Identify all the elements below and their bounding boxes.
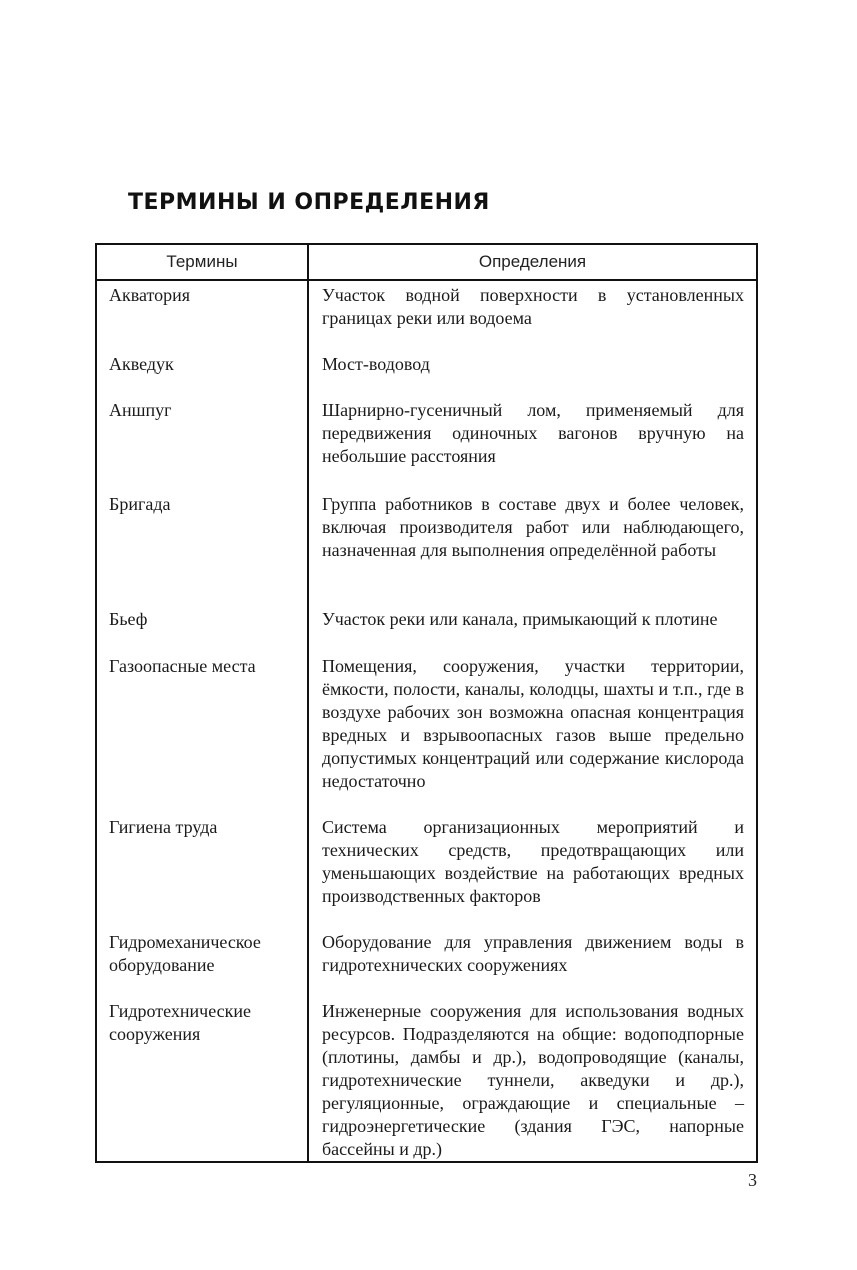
term-cell: Аншпуг <box>96 396 308 490</box>
table-row <box>96 396 757 490</box>
table-row <box>96 350 757 396</box>
definition-cell: Инженерные сооружения для использования водных ресурсов. Подразделяются на общие: водоподпорные (плотины, дамбы и др.), водопроводящие (каналы, гидротехнические туннели, акведуки и др.), регуляционные, ограждающие и специальные – гидроэнергетические (здания ГЭС, напорные бассейны и др.) <box>322 1001 744 1159</box>
page-title: ТЕРМИНЫ И ОПРЕДЕЛЕНИЯ <box>128 190 490 215</box>
definition-cell: Группа работников в составе двух и более человек, включая производителя работ или наблюдающего, назначенная для выполнения определённой работы <box>322 494 744 560</box>
term-cell: Гидромеханическое оборудование <box>96 928 308 997</box>
definition-cell: Система организационных мероприятий и технических средств, предотвращающих или уменьшающих воздействие на работающих вредных производственных факторов <box>322 817 744 906</box>
table-row <box>96 997 757 1162</box>
definition-cell: Шарнирно-гусеничный лом, применяемый для передвижения одиночных вагонов вручную на небольшие расстояния <box>322 400 744 466</box>
table-row <box>96 605 757 652</box>
definition-cell: Мост-водовод <box>322 354 430 374</box>
term-cell: Бьеф <box>96 605 308 652</box>
page-number: 3 <box>748 1170 757 1190</box>
term-cell: Гидротехнические сооружения <box>96 997 308 1162</box>
term-cell: Гигиена труда <box>96 813 308 928</box>
table-row <box>96 490 757 605</box>
definition-cell: Участок реки или канала, примыкающий к плотине <box>322 609 718 629</box>
header-terms: Термины <box>96 244 308 280</box>
term-cell: Акватория <box>96 280 308 350</box>
table-row <box>96 280 757 350</box>
term-cell: Бригада <box>96 490 308 605</box>
table-row <box>96 813 757 928</box>
terms-table <box>95 243 758 1163</box>
term-cell: Газоопасные места <box>96 652 308 813</box>
header-definitions: Определения <box>308 244 757 280</box>
table-header-row <box>96 244 757 280</box>
definition-cell: Участок водной поверхности в установленных границах реки или водоема <box>322 285 744 328</box>
table-row <box>96 928 757 997</box>
term-cell: Акведук <box>96 350 308 396</box>
definition-cell: Оборудование для управления движением воды в гидротехнических сооружениях <box>322 932 744 975</box>
table-row <box>96 652 757 813</box>
definition-cell: Помещения, сооружения, участки территории, ёмкости, полости, каналы, колодцы, шахты и т.п., где в воздухе рабочих зон возможна опасная концентрация вредных и взрывоопасных газов выше предельно допустимых концентраций или содержание кислорода недостаточно <box>322 656 744 791</box>
